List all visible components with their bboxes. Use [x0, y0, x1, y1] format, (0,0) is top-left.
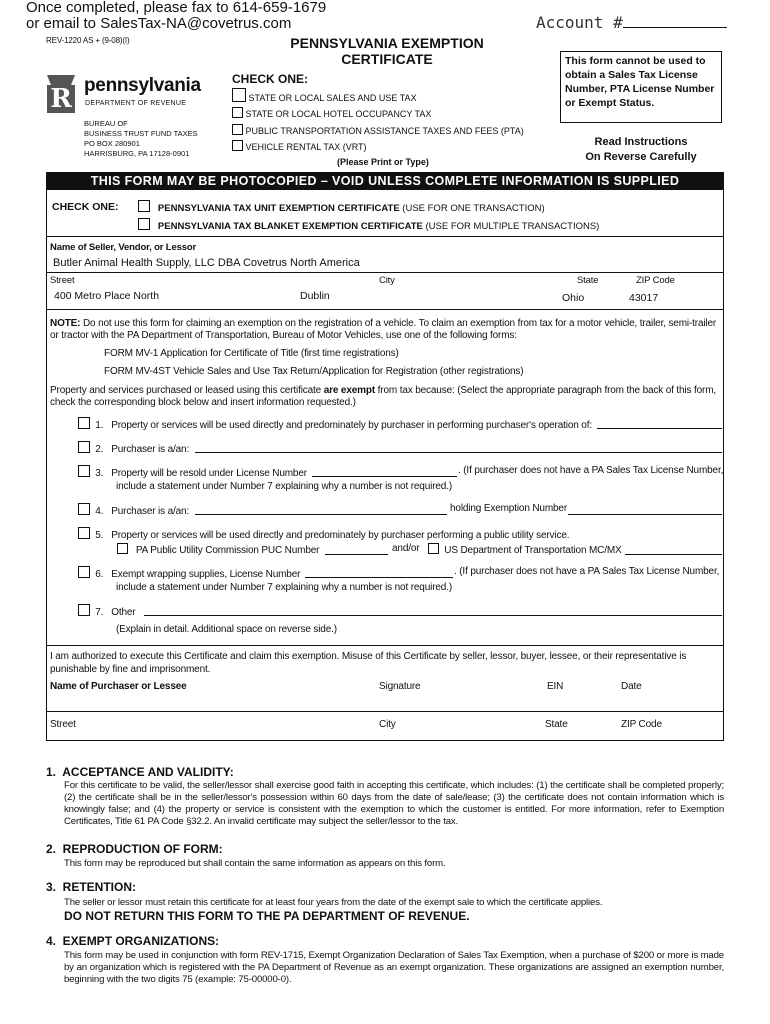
reason-text: Purchaser is a/an: [111, 444, 190, 455]
exempt-intro [50, 385, 722, 409]
checkbox-vrt[interactable] [232, 140, 243, 151]
tax-option-label: STATE OR LOCAL SALES AND USE TAX [248, 93, 417, 103]
seller-city-value[interactable]: Dublin [300, 290, 330, 302]
reason-7[interactable] [78, 604, 135, 618]
andor-label: and/or [392, 543, 420, 554]
blanket-cert-note: (USE FOR MULTIPLE TRANSACTIONS) [422, 221, 600, 232]
seller-state-label: State [577, 275, 599, 286]
purchaser-city-label: City [379, 719, 396, 730]
reason-num: 2. [95, 444, 104, 455]
reason-2-input[interactable] [195, 442, 722, 453]
checkbox-usdot[interactable] [428, 543, 439, 554]
checkbox-reason-4[interactable] [78, 503, 90, 515]
reason-text: Property or services will be used directly and predominately by purchaser in performing purchaser's operation of: [111, 420, 592, 431]
seller-zip-value[interactable]: 43017 [629, 292, 659, 304]
section-1-body: For this certificate to be valid, the seller/lessor shall exercise good faith in accepting this certificate, which includes: (1) the certificate shall be completed properly; (2) the certificate shall be in the seller/lessor's possession within 60 days from the date of sale/lease; (3) the certificate does not contain information which is knowingly false; and (4) the property or service is consistent with the exemption to which the customer is entitled. For more information, refer to Exemption Certificates, Title 61 PA Code §32.2. An invalid certificate may subject the seller/lessor to the tax. [64, 780, 724, 827]
purchaser-date-label: Date [621, 681, 642, 692]
keystone-icon [44, 73, 78, 115]
form-mv1: FORM MV-1 Application for Certificate of Title (first time registrations) [104, 348, 399, 359]
page-title-line2: CERTIFICATE [341, 51, 433, 67]
bureau-address [84, 119, 198, 159]
reason-text: Exempt wrapping supplies, License Number [111, 569, 301, 580]
tax-option-label: PUBLIC TRANSPORTATION ASSISTANCE TAXES AND FEES (PTA) [245, 125, 524, 136]
fax-note-line1: Once completed, please fax to 614-659-1679 [26, 0, 327, 16]
note-label: NOTE: [50, 318, 81, 329]
usdot-label: US Department of Transportation MC/MX [444, 545, 622, 556]
tax-type-check-label: CHECK ONE: [232, 72, 309, 86]
read-instructions-line2: On Reverse Carefully [585, 151, 697, 163]
seller-state-value[interactable]: Ohio [562, 292, 585, 304]
puc-label: PA Public Utility Commission PUC Number [135, 545, 320, 556]
fax-note [26, 0, 326, 32]
seller-name-value[interactable]: Butler Animal Health Supply, LLC DBA Covetrus North America [53, 257, 360, 269]
page-title [262, 35, 512, 67]
logo-dept: DEPARTMENT OF REVENUE [85, 100, 187, 107]
form-mv4st: FORM MV-4ST Vehicle Sales and Use Tax Return/Application for Registration (other registrations) [104, 366, 524, 377]
print-note: (Please Print or Type) [337, 157, 429, 167]
bureau-line: BUREAU OF [84, 119, 128, 128]
cert-check-label: CHECK ONE: [52, 201, 119, 213]
section-3-warning: DO NOT RETURN THIS FORM TO THE PA DEPARTMENT OF REVENUE. [64, 909, 470, 923]
tax-option-vrt[interactable] [232, 139, 524, 155]
checkbox-reason-5[interactable] [78, 527, 90, 539]
divider [46, 645, 724, 646]
reason-6[interactable] [78, 566, 300, 580]
reason-7-text-b: (Explain in detail. Additional space on reverse side.) [116, 624, 337, 635]
reason-5[interactable] [78, 527, 723, 541]
checkbox-sales-use[interactable] [232, 88, 246, 102]
reason-3-text-c: include a statement under Number 7 explaining why a number is not required.) [116, 481, 453, 492]
checkbox-reason-7[interactable] [78, 604, 90, 616]
checkbox-reason-1[interactable] [78, 417, 90, 429]
bureau-line: HARRISBURG, PA 17128-0901 [84, 149, 190, 158]
reason-num: 6. [95, 569, 104, 580]
reason-4-exemption-input[interactable] [568, 504, 722, 515]
divider [46, 309, 724, 310]
section-2-heading: 2. REPRODUCTION OF FORM: [46, 842, 223, 856]
checkbox-reason-2[interactable] [78, 441, 90, 453]
purchaser-street-label: Street [50, 719, 76, 730]
reason-3-license-input[interactable] [312, 466, 457, 477]
divider [46, 272, 724, 273]
logo-name: pennsylvania [84, 75, 201, 96]
tax-option-sales-use[interactable] [232, 88, 524, 106]
puc-number-input[interactable] [325, 544, 388, 555]
reason-num: 3. [95, 468, 104, 479]
note-text: Do not use this form for claiming an exemption on the registration of a vehicle. To claim an exemption from tax for a motor vehicle, trailer, semi-trailer or tractor with the PA Department of Transportation, Bureau of Motor Vehicles, use one of the following forms: [50, 318, 717, 341]
checkbox-hotel[interactable] [232, 107, 243, 118]
reason-num: 5. [95, 530, 104, 541]
authorization-statement: I am authorized to execute this Certificate and claim this exemption. Misuse of this Certificate by seller, lessor, buyer, lessee, or their representative is punishable by fine and imprisonment. [50, 651, 687, 675]
pa-revenue-logo [44, 73, 224, 117]
reason-6-text-b: . (If purchaser does not have a PA Sales Tax License Number, [454, 566, 720, 577]
read-instructions-line1: Read Instructions [594, 136, 688, 148]
form-frame-bottom [46, 740, 724, 741]
purchaser-signature-label: Signature [379, 681, 421, 692]
form-number: REV-1220 AS + (9-08)(I) [46, 36, 130, 45]
reason-2[interactable] [78, 441, 189, 455]
reason-5-usdot[interactable] [428, 543, 622, 556]
tax-option-hotel[interactable] [232, 106, 524, 122]
reason-4-text-b: holding Exemption Number [450, 503, 568, 514]
fax-note-line2: or email to SalesTax-NA@covetrus.com [26, 15, 292, 32]
reason-1-input[interactable] [597, 418, 722, 429]
reason-4[interactable] [78, 503, 189, 517]
tax-option-pta[interactable] [232, 123, 524, 139]
page-title-line1: PENNSYLVANIA EXEMPTION [290, 35, 484, 51]
exempt-intro-pre: Property and services purchased or leased using this certificate [50, 385, 324, 396]
checkbox-unit-cert[interactable] [138, 200, 150, 212]
bureau-line: BUSINESS TRUST FUND TAXES [84, 129, 198, 138]
section-4-heading: 4. EXEMPT ORGANIZATIONS: [46, 934, 220, 948]
purchaser-zip-label: ZIP Code [621, 719, 662, 730]
seller-name-label: Name of Seller, Vendor, or Lessor [50, 242, 197, 253]
section-3-body: The seller or lessor must retain this certificate for at least four years from the date of the exempt sale to which the certificate applies. [64, 897, 603, 908]
seller-zip-label: ZIP Code [636, 275, 675, 286]
reason-text: Purchaser is a/an: [111, 506, 190, 517]
reason-text: Other [111, 607, 136, 618]
seller-city-label: City [379, 275, 395, 286]
cert-unit-option[interactable] [138, 200, 545, 214]
exempt-intro-post: from tax because: (Select the appropriate paragraph from the back of this form, check the corresponding block below and insert information requested.) [50, 385, 717, 408]
reason-7-input[interactable] [144, 605, 722, 616]
tax-type-options [232, 88, 524, 155]
reason-5-puc[interactable] [117, 543, 319, 556]
seller-street-label: Street [50, 275, 75, 286]
account-label: Account # [536, 13, 623, 32]
account-number-field[interactable] [536, 13, 727, 32]
vehicle-note [50, 318, 720, 342]
checkbox-blanket-cert[interactable] [138, 218, 150, 230]
unit-cert-note: (USE FOR ONE TRANSACTION) [399, 203, 545, 214]
seller-street-value[interactable]: 400 Metro Place North [54, 290, 160, 302]
checkbox-reason-3[interactable] [78, 465, 90, 477]
reason-num: 1. [95, 420, 104, 431]
purchaser-state-label: State [545, 719, 568, 730]
divider [46, 236, 724, 237]
unit-cert-label: PENNSYLVANIA TAX UNIT EXEMPTION CERTIFICATE [157, 203, 400, 214]
section-1-heading: 1. ACCEPTANCE AND VALIDITY: [46, 765, 234, 779]
reason-6-text-c: include a statement under Number 7 explaining why a number is not required.) [116, 582, 453, 593]
section-2-body: This form may be reproduced but shall contain the same information as appears on this form. [64, 858, 446, 869]
checkbox-reason-6[interactable] [78, 566, 90, 578]
usdot-number-input[interactable] [625, 544, 722, 555]
section-4-body: This form may be used in conjunction with form REV-1715, Exempt Organization Declaration of Sales Tax Exemption, when a purchase of $200 or more is made by an organization which is registered with the PA Department of Revenue as an exempt organization. These organizations are assigned an exemption number, beginning with the two digits 75 (example: 75-00000-0). [64, 950, 724, 985]
account-line [623, 15, 727, 28]
reason-6-license-input[interactable] [305, 567, 453, 578]
reason-num: 7. [95, 607, 104, 618]
purchaser-ein-label: EIN [547, 681, 564, 692]
logo-letter: R [50, 84, 72, 114]
reason-text: Property will be resold under License Number [111, 468, 307, 479]
purchaser-name-label: Name of Purchaser or Lessee [50, 681, 187, 692]
photocopy-banner: THIS FORM MAY BE PHOTOCOPIED – VOID UNLESS COMPLETE INFORMATION IS SUPPLIED [46, 172, 724, 190]
reason-num: 4. [95, 506, 104, 517]
reason-text: Property or services will be used directly and predominately by purchaser performing a public utility service. [111, 530, 570, 541]
checkbox-pta[interactable] [232, 124, 243, 135]
bureau-line: PO BOX 280901 [84, 139, 140, 148]
reason-3-text-b: . (If purchaser does not have a PA Sales Tax License Number, [458, 465, 724, 476]
checkbox-puc[interactable] [117, 543, 128, 554]
cert-blanket-option[interactable] [138, 218, 599, 232]
reason-4-purchaser-input[interactable] [195, 504, 447, 515]
exempt-intro-bold: are exempt [323, 385, 376, 396]
read-instructions [560, 135, 722, 165]
section-3-heading: 3. RETENTION: [46, 880, 137, 894]
tax-option-label: STATE OR LOCAL HOTEL OCCUPANCY TAX [245, 109, 432, 120]
warning-box: This form cannot be used to obtain a Sales Tax License Number, PTA License Number or Exempt Status. [560, 51, 722, 123]
tax-option-label: VEHICLE RENTAL TAX (VRT) [245, 141, 367, 152]
blanket-cert-label: PENNSYLVANIA TAX BLANKET EXEMPTION CERTIFICATE [157, 221, 423, 232]
divider [46, 711, 724, 712]
